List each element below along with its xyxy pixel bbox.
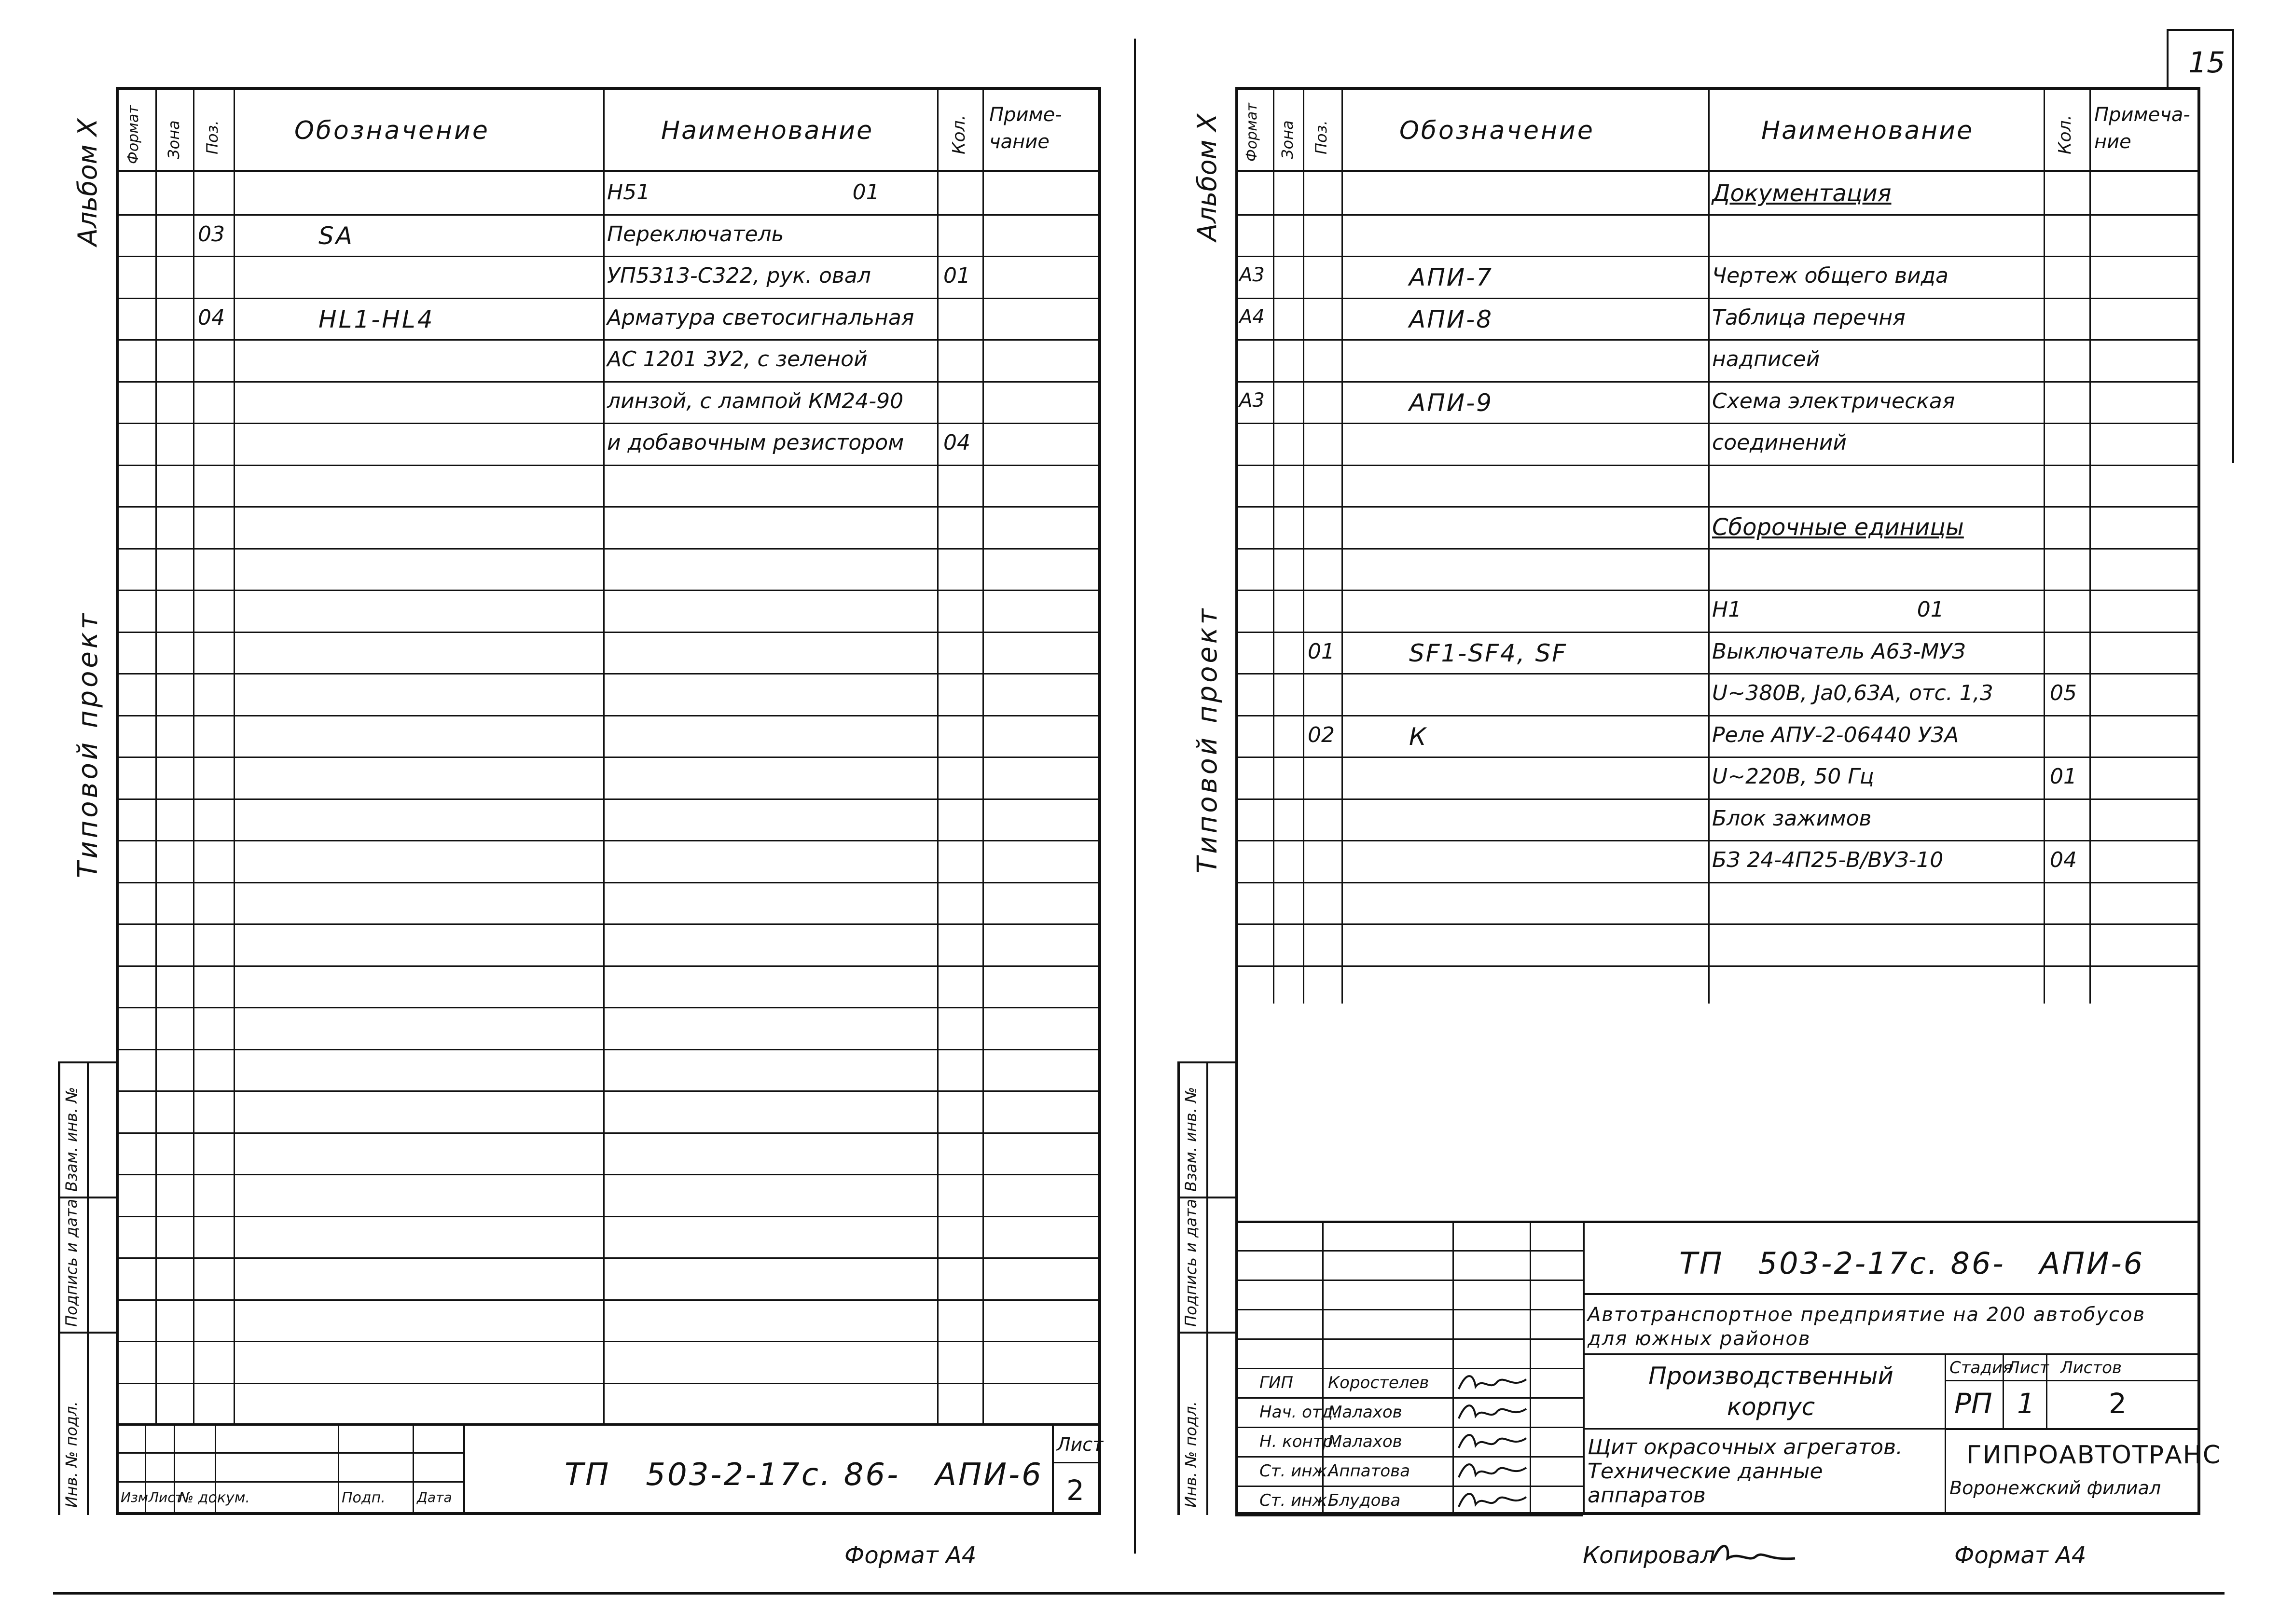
row-pos: 01 xyxy=(1308,639,1335,664)
row-designation: HL1-HL4 xyxy=(318,305,435,333)
person-name: Малахов xyxy=(1328,1432,1402,1451)
r-col-pos-header: Поз. xyxy=(1312,120,1330,154)
side-stamp-sign-date: Подпись и дата xyxy=(62,1198,81,1327)
r-col-name-header: Наименование xyxy=(1761,116,1974,145)
row-line xyxy=(1235,506,2200,508)
row-designation: АПИ-7 xyxy=(1409,263,1493,291)
row-name: надписей xyxy=(1712,347,1820,372)
col-name-header: Наименование xyxy=(661,116,874,145)
row-line xyxy=(1235,423,2200,424)
row-line xyxy=(1235,465,2200,466)
row-line xyxy=(1235,798,2200,800)
r-side-label-project: Типовой проект xyxy=(1192,606,1223,873)
stamp-col-rev: Изм xyxy=(121,1489,148,1505)
row-name: Сборочные единицы xyxy=(1712,514,1964,541)
left-sheet-number: 2 xyxy=(1066,1474,1084,1507)
row-name: линзой, с лампой КМ24-90 xyxy=(607,388,904,413)
left-sheet-label: Лист xyxy=(1057,1434,1104,1455)
row-format: А3 xyxy=(1239,264,1265,286)
row-pos: 03 xyxy=(198,221,225,247)
stamp-col-sign: Подп. xyxy=(342,1489,386,1506)
title-row-line xyxy=(1235,1309,1583,1310)
org-branch: Воронежский филиал xyxy=(1949,1477,2161,1499)
row-name: УП5313-С322, рук. овал xyxy=(607,263,871,288)
row-name: соединений xyxy=(1712,430,1847,455)
r-side-stamp-repl-inv: Взам. инв. № xyxy=(1182,1087,1200,1192)
row-qty: 04 xyxy=(943,430,970,455)
side-label-project: Типовой проект xyxy=(72,610,104,878)
title-object: Автотранспортное предприятие на 200 автобусов для южных районов xyxy=(1588,1304,2146,1350)
row-line xyxy=(1235,840,2200,841)
row-line xyxy=(1235,882,2200,883)
row-qty: 05 xyxy=(2050,681,2077,705)
title-row-line xyxy=(1235,1515,1583,1516)
sheet-label: Лист xyxy=(2007,1358,2049,1377)
copier-signature xyxy=(1711,1537,1797,1570)
row-line xyxy=(1235,298,2200,299)
left-doc-code: ТП 503-2-17с. 86- АПИ-6 xyxy=(565,1457,1043,1493)
person-role: Ст. инж. xyxy=(1259,1491,1332,1510)
format-label-left: Формат А4 xyxy=(844,1542,977,1569)
org-name: ГИПРОАВТОТРАНС xyxy=(1966,1441,2222,1470)
row-name: Н51 01 xyxy=(607,180,880,205)
col-note-header: Приме-чание xyxy=(989,104,1062,153)
row-name: U~380В, Ja0,63A, отс. 1,3 xyxy=(1712,681,1993,705)
row-name: БЗ 24-4П25-В/ВУЗ-10 xyxy=(1712,848,1944,872)
col-zone-header: Зона xyxy=(165,120,183,159)
person-name: Малахов xyxy=(1328,1403,1402,1422)
row-name: Выключатель А63-МУЗ xyxy=(1712,639,1966,664)
row-format: А3 xyxy=(1239,389,1265,412)
row-designation: АПИ-9 xyxy=(1409,388,1493,417)
row-designation: АПИ-8 xyxy=(1409,305,1493,333)
row-designation: К xyxy=(1409,722,1428,751)
row-line xyxy=(1235,381,2200,383)
r-side-stamp-sign-date: Подпись и дата xyxy=(1182,1198,1200,1327)
side-stamp-repl-inv: Взам. инв. № xyxy=(62,1087,81,1192)
r-side-stamp-inv-orig: Инв. № подл. xyxy=(1182,1401,1200,1508)
row-line xyxy=(1235,214,2200,216)
title-row-line xyxy=(1235,1456,1583,1458)
row-line xyxy=(1235,715,2200,716)
person-name: Аппатова xyxy=(1328,1461,1410,1481)
sheets-value: 2 xyxy=(2109,1387,2127,1420)
col-designation-header: Обозначение xyxy=(294,116,490,145)
format-label-right: Формат А4 xyxy=(1954,1542,2087,1569)
signature-scribble xyxy=(1456,1370,1529,1396)
row-name: Н1 01 xyxy=(1712,597,1944,622)
signature-scribble xyxy=(1456,1458,1529,1485)
signature-scribble xyxy=(1456,1429,1529,1455)
row-line xyxy=(1235,256,2200,257)
row-format: А4 xyxy=(1239,305,1265,328)
r-col-designation-header: Обозначение xyxy=(1399,116,1595,145)
bottom-rule xyxy=(53,1592,2225,1595)
row-pos: 04 xyxy=(198,305,225,330)
row-name: Схема электрическая xyxy=(1712,388,1955,413)
row-line xyxy=(1235,339,2200,341)
title-row-line xyxy=(1235,1250,1583,1252)
row-designation: SA xyxy=(318,221,354,250)
row-line xyxy=(1235,632,2200,633)
r-side-label-album: Альбом Ⅹ xyxy=(1192,113,1222,241)
title-doc-code: ТП 503-2-17с. 86- АПИ-6 xyxy=(1679,1246,2145,1281)
person-name: Блудова xyxy=(1328,1491,1401,1510)
row-name: и добавочным резистором xyxy=(607,430,904,455)
r-col-qty-header: Кол. xyxy=(2055,114,2075,154)
row-name: АС 1201 3У2, с зеленой xyxy=(607,347,868,372)
r-col-note-header: Примеча-ние xyxy=(2094,104,2190,153)
sheet-value: 1 xyxy=(2017,1387,2035,1420)
row-name: Таблица перечня xyxy=(1712,305,1906,330)
row-name: Реле АПУ-2-06440 У3А xyxy=(1712,722,1959,747)
row-qty: 04 xyxy=(2050,848,2077,872)
person-role: Нач. отд. xyxy=(1259,1403,1339,1422)
row-qty: 01 xyxy=(2050,764,2077,789)
col-qty-header: Кол. xyxy=(949,114,969,154)
person-role: Н. контр. xyxy=(1259,1432,1338,1451)
side-stamp-inv-orig: Инв. № подл. xyxy=(62,1401,81,1508)
title-row-line xyxy=(1235,1427,1583,1428)
row-designation: SF1-SF4, SF xyxy=(1409,639,1567,667)
row-line xyxy=(1235,965,2200,967)
row-line xyxy=(1235,590,2200,591)
title-row-line xyxy=(1235,1368,1583,1369)
page-number: 15 xyxy=(2188,46,2225,80)
stamp-col-date: Дата xyxy=(417,1489,452,1505)
row-line xyxy=(1235,923,2200,925)
row-name: Переключатель xyxy=(607,221,784,247)
sheets-label: Листов xyxy=(2060,1358,2122,1377)
row-name: Документация xyxy=(1712,180,1892,207)
person-role: Ст. инж. xyxy=(1259,1461,1332,1481)
row-name: Чертеж общего вида xyxy=(1712,263,1948,288)
r-col-zone-header: Зона xyxy=(1278,120,1297,159)
row-line xyxy=(1235,757,2200,758)
side-label-album: Альбом Ⅹ xyxy=(72,118,103,246)
title-row-line xyxy=(1235,1280,1583,1281)
row-name: Блок зажимов xyxy=(1712,806,1872,831)
person-name: Коростелев xyxy=(1328,1373,1429,1392)
signature-scribble xyxy=(1456,1487,1529,1514)
title-row-line xyxy=(1235,1486,1583,1487)
col-pos-header: Поз. xyxy=(203,120,221,154)
signature-scribble xyxy=(1456,1399,1529,1426)
title-row-line xyxy=(1235,1397,1583,1399)
copied-by: Копировал xyxy=(1583,1542,1715,1569)
row-name: Арматура светосигнальная xyxy=(607,305,914,330)
stage-value: РП xyxy=(1954,1387,1992,1420)
stamp-col-sheet: Лист xyxy=(149,1489,183,1505)
title-sheet-name: Щит окрасочных агрегатов. Технические данные аппаратов xyxy=(1588,1435,1903,1508)
stage-label: Стадия xyxy=(1949,1358,2013,1377)
row-line xyxy=(1235,548,2200,550)
row-name: U~220В, 50 Гц xyxy=(1712,764,1874,789)
title-building: Производственный корпус xyxy=(1648,1362,1893,1421)
stamp-col-docno: № докум. xyxy=(179,1489,250,1506)
row-qty: 01 xyxy=(943,263,970,288)
r-col-format-header: Формат xyxy=(1244,103,1260,162)
row-pos: 02 xyxy=(1308,722,1335,747)
col-format-header: Формат xyxy=(125,105,142,164)
person-role: ГИП xyxy=(1259,1373,1293,1392)
title-row-line xyxy=(1235,1338,1583,1340)
row-line xyxy=(1235,673,2200,674)
